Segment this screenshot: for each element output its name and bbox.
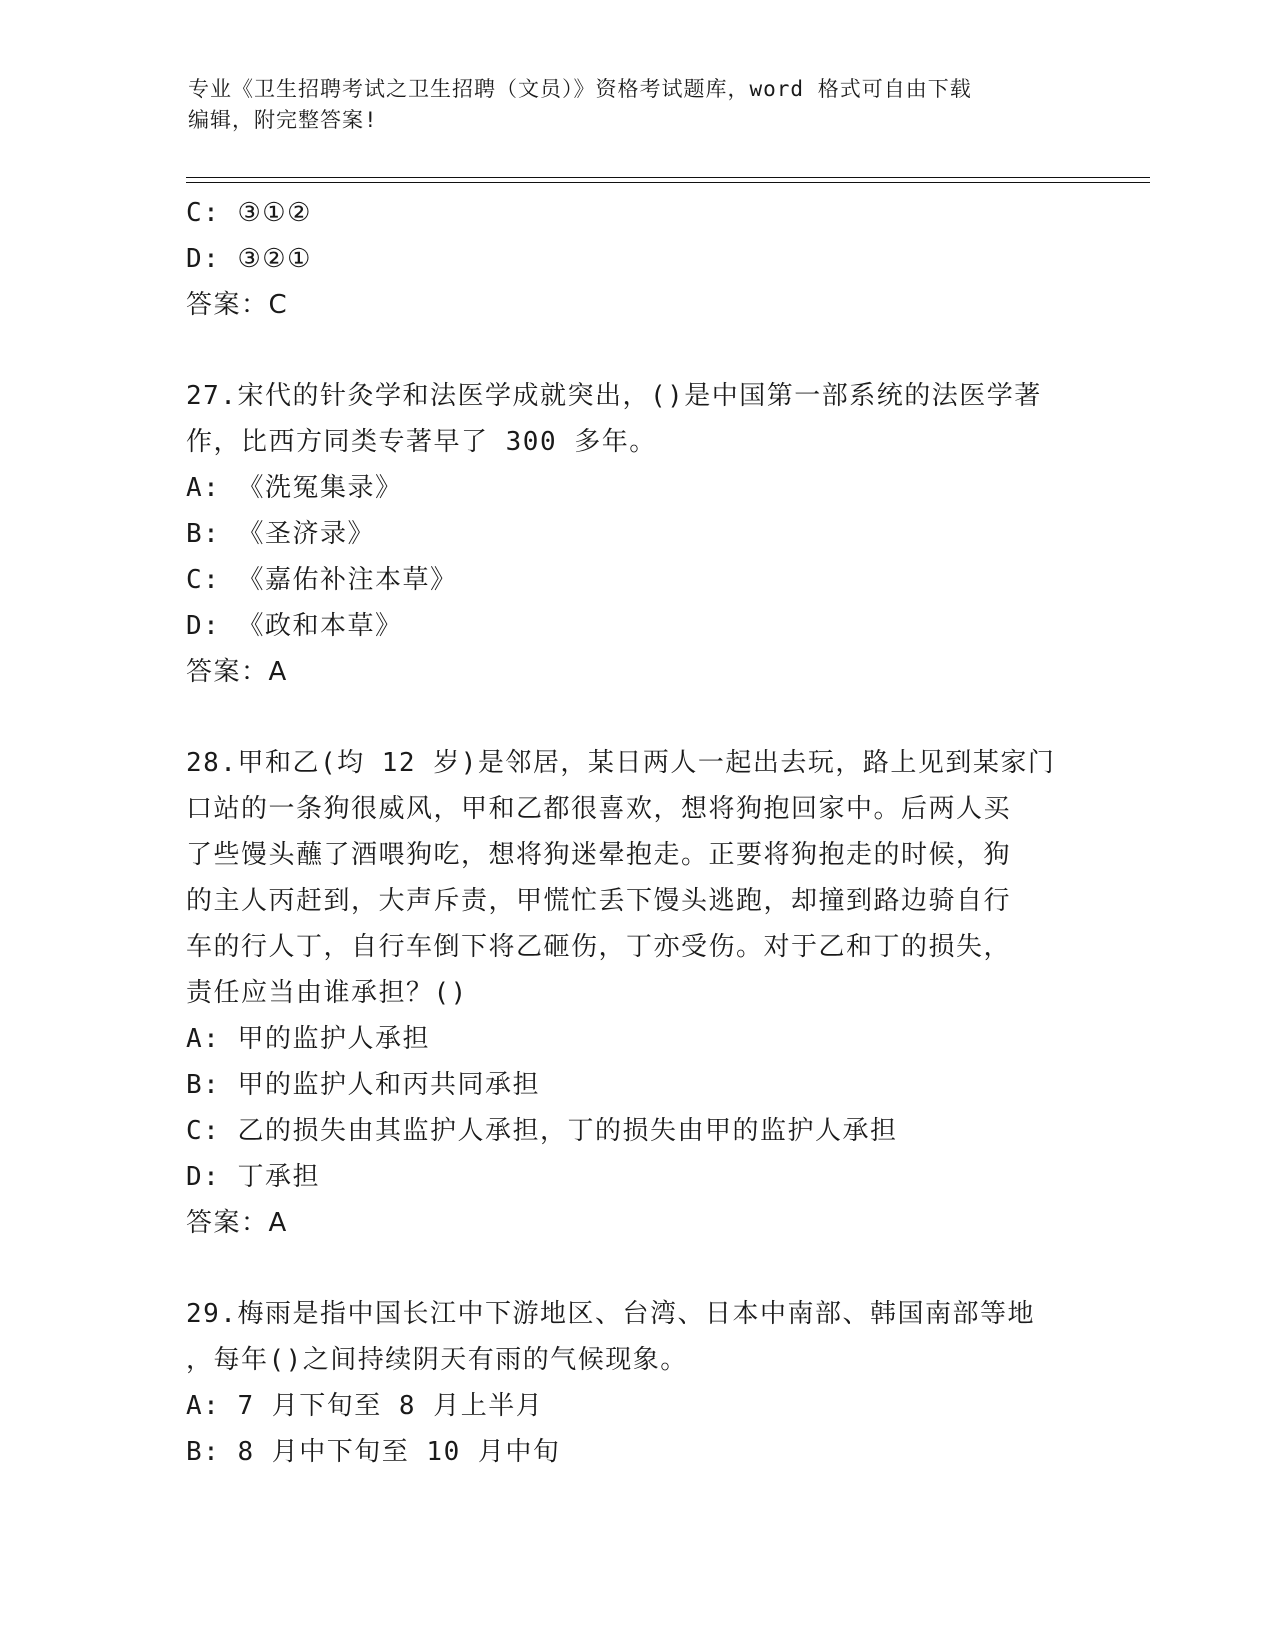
question-stem: 28.甲和乙(均 12 岁)是邻居，某日两人一起出去玩，路上见到某家门 [186,748,1056,778]
option-c: C: 乙的损失由其监护人承担，丁的损失由甲的监护人承担 [186,1116,898,1146]
question-stem: 29.梅雨是指中国长江中下游地区、台湾、日本中南部、韩国南部等地 [186,1299,1035,1329]
option-b: B: 《圣济录》 [186,519,375,549]
option-b: B: 甲的监护人和丙共同承担 [186,1070,540,1100]
header-line-2: 编辑，附完整答案! [188,108,378,132]
question-27 [186,373,1086,695]
header-divider-bottom [186,182,1150,183]
option-a: A: 《洗冤集录》 [186,473,403,503]
question-stem: 27.宋代的针灸学和法医学成就突出，()是中国第一部系统的法医学著 [186,381,1042,411]
question-content [186,190,1086,1475]
question-stem: ，每年()之间持续阴天有雨的气候现象。 [186,1345,688,1375]
question-28 [186,740,1086,1246]
option-d: D: ③②① [186,244,312,274]
question-stem: 了些馒头蘸了酒喂狗吃，想将狗迷晕抱走。正要将狗抱走的时候，狗 [186,840,1012,870]
answer: 答案：C [186,290,289,320]
option-a: A: 7 月下旬至 8 月上半月 [186,1391,544,1421]
question-26-tail [186,190,1086,328]
answer: 答案：A [186,657,288,687]
header-line-1: 专业《卫生招聘考试之卫生招聘（文员）》资格考试题库，word 格式可自由下载 [188,77,972,101]
question-stem: 车的行人丁，自行车倒下将乙砸伤，丁亦受伤。对于乙和丁的损失， [186,932,1012,962]
option-d: D: 丁承担 [186,1162,320,1192]
question-29 [186,1291,1086,1475]
option-a: A: 甲的监护人承担 [186,1024,430,1054]
document-header [188,74,1088,136]
question-stem: 的主人丙赶到，大声斥责，甲慌忙丢下馒头逃跑，却撞到路边骑自行 [186,886,1012,916]
header-divider-top [186,177,1150,178]
option-d: D: 《政和本草》 [186,611,403,641]
option-c: C: ③①② [186,198,312,228]
question-stem: 口站的一条狗很威风，甲和乙都很喜欢，想将狗抱回家中。后两人买 [186,794,1012,824]
question-stem: 作，比西方同类专著早了 300 多年。 [186,427,657,457]
option-c: C: 《嘉佑补注本草》 [186,565,458,595]
option-b: B: 8 月中下旬至 10 月中旬 [186,1437,561,1467]
question-stem: 责任应当由谁承担？() [186,978,468,1008]
answer: 答案：A [186,1208,288,1238]
